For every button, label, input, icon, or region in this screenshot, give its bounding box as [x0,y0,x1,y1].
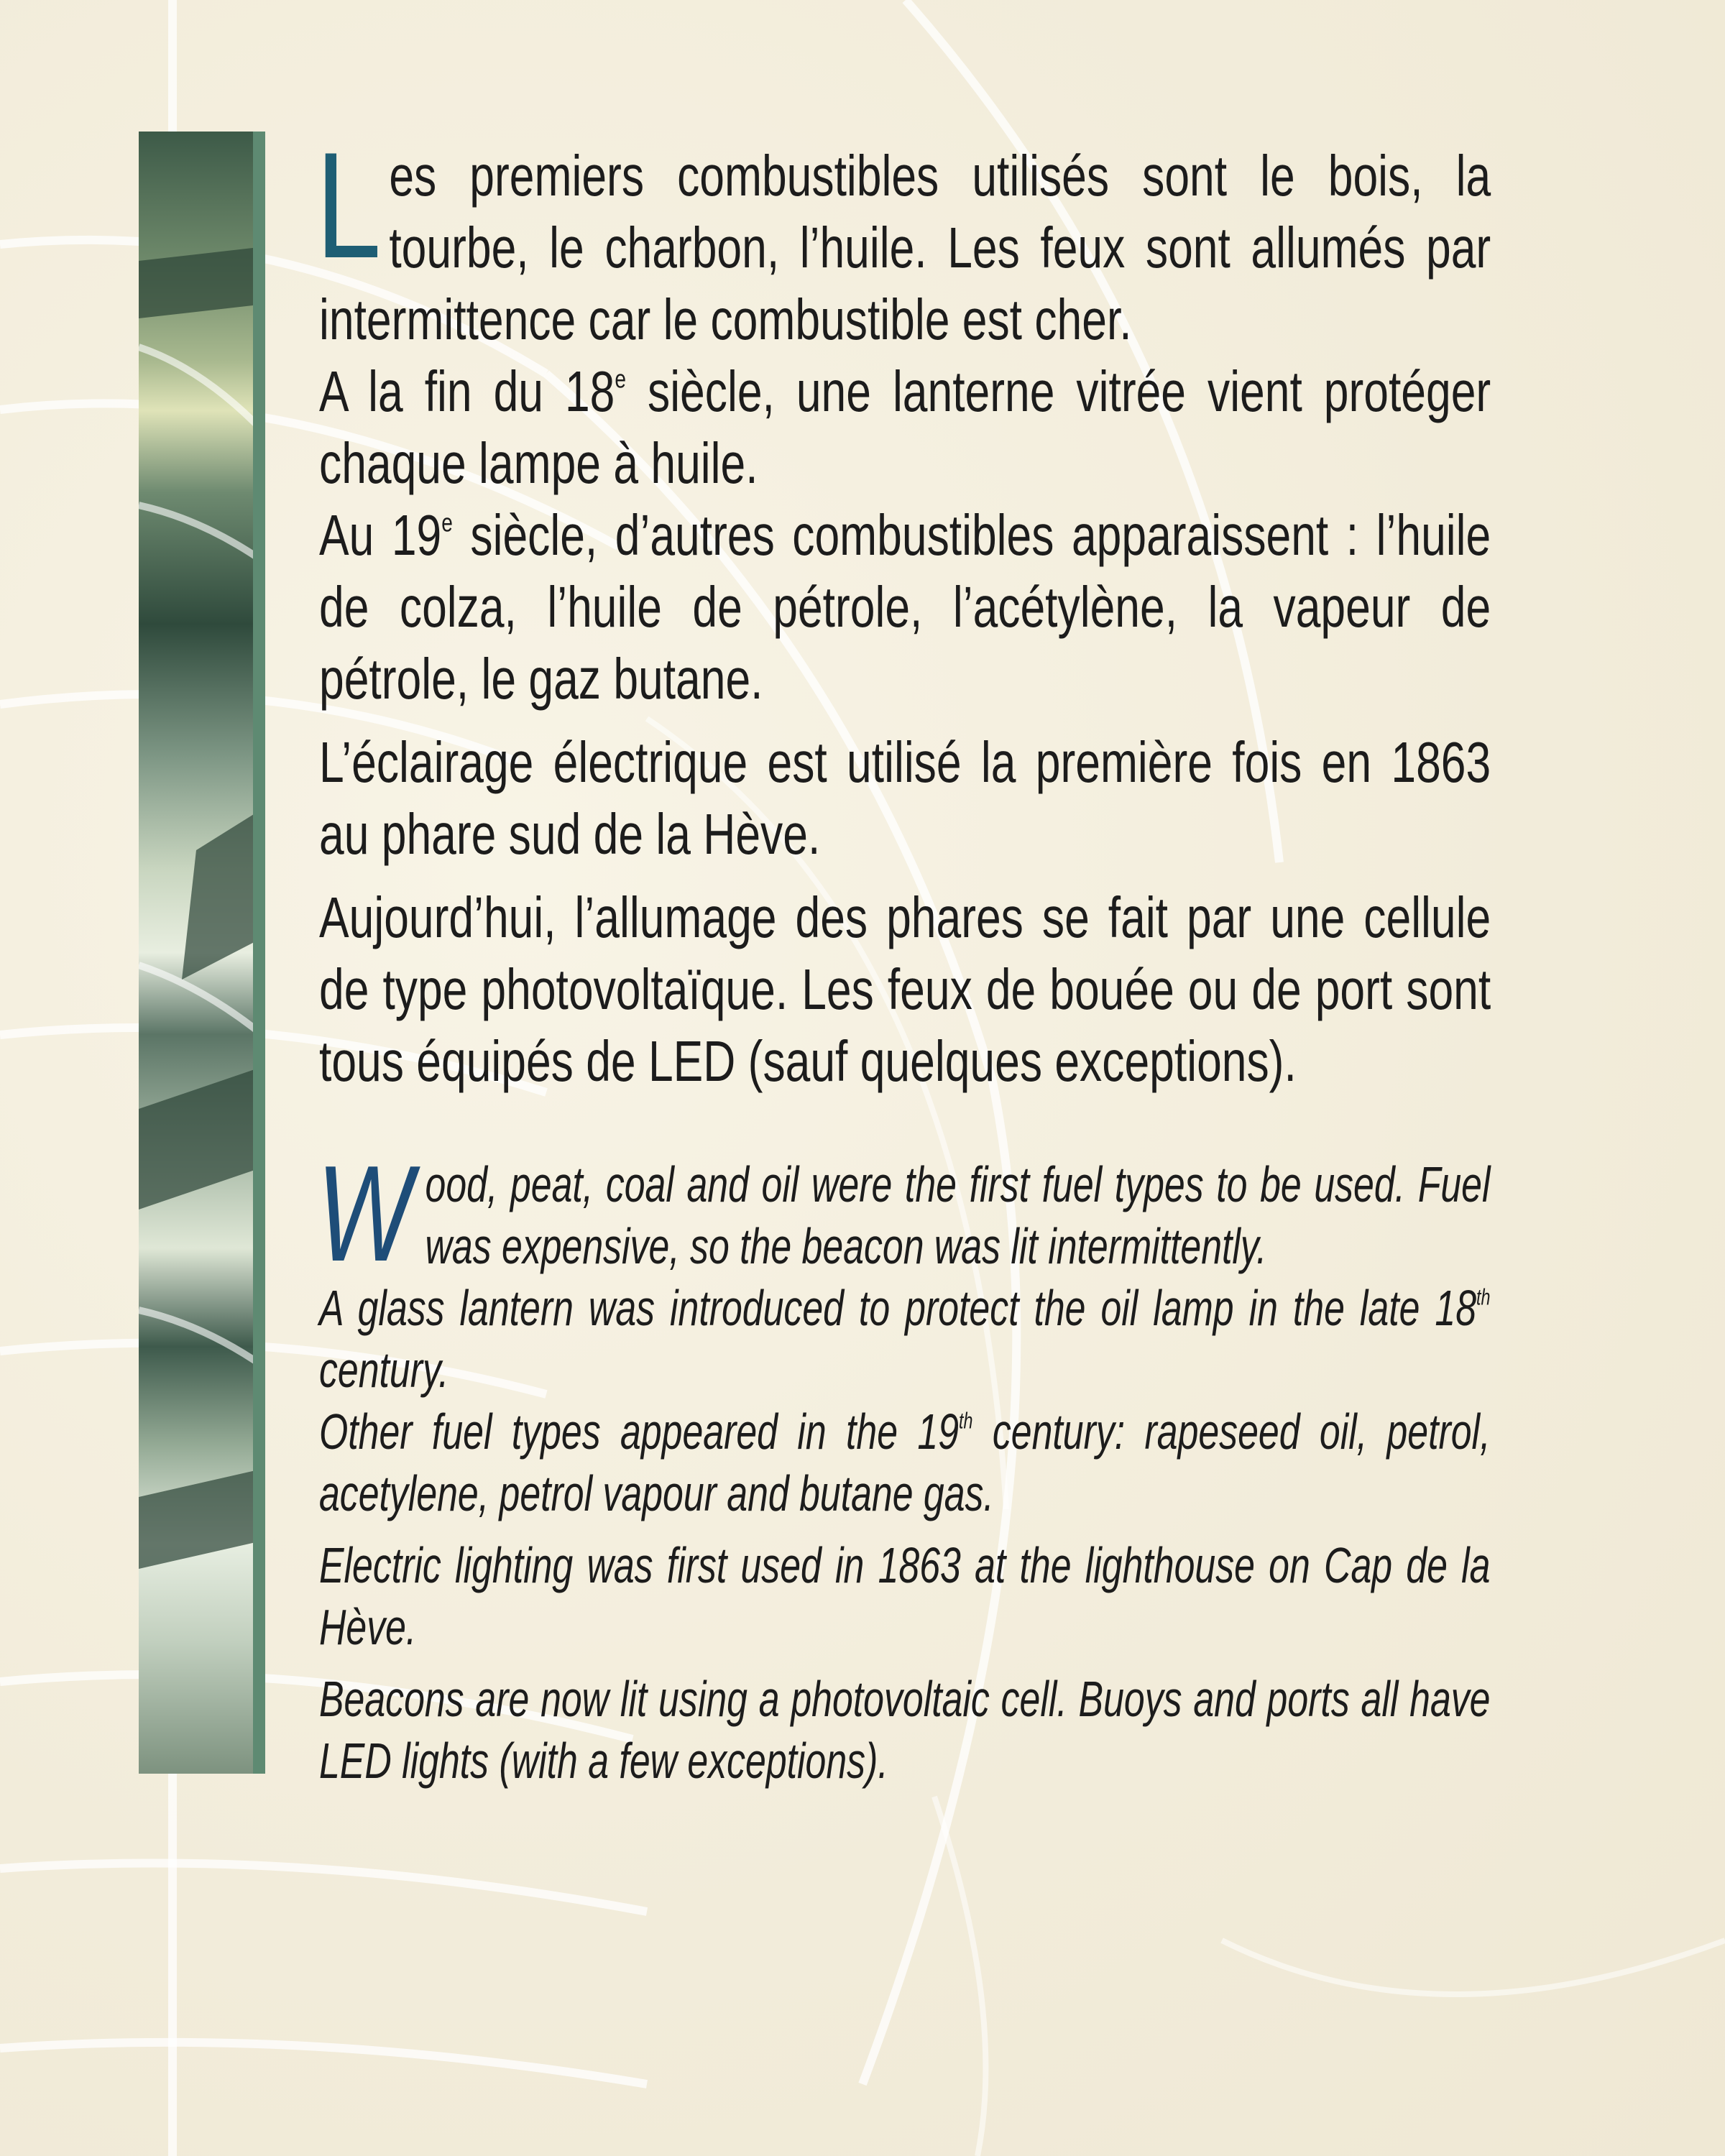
french-paragraph-5: Aujourd’hui, l’allumage des phares se fait par une cellule de type photovoltaïque. Les feux de bouée ou de port sont tous équipés de LED (sauf quelques exceptions). [319,885,1491,1093]
english-paragraph-4: Electric lighting was first used in 1863 at the lighthouse on Cap de la Hève. [319,1537,1491,1655]
photo-strip-border [253,132,265,1774]
french-p3-text-b: siècle, d’autres combustibles apparaissent : l’huile de colza, l’huile de pétrole, l’acétylène, la vapeur de pétrole, le gaz butane. [319,503,1491,711]
english-text-section [317,1138,1725,1792]
english-p1-text: ood, peat, coal and oil were the first fuel types to be used. Fuel was expensive, so the beacon was lit intermittently. [425,1156,1491,1274]
english-p2-sup: th [1476,1284,1491,1310]
french-paragraph-2 [319,356,1491,499]
english-paragraph-1 [317,1138,1491,1290]
french-p3-sup: e [441,507,453,538]
french-p2-text-b: siècle, une lanterne vitrée vient protéger chaque lampe à huile. [319,359,1491,495]
english-p2-text-b: century. [319,1342,449,1398]
english-paragraph-5: Beacons are now lit using a photovoltaic cell. Buoys and ports all have LED lights (with a few exceptions). [319,1671,1491,1789]
english-paragraph-3 [319,1401,1490,1524]
english-p3-sup: th [959,1407,973,1434]
english-text-block [317,1138,1491,1792]
french-paragraph-1 [316,121,1491,356]
english-p3-text-a: Other fuel types appeared in the 19 [319,1404,960,1460]
english-paragraph-2 [319,1277,1490,1401]
english-p3-text-b: century: rapeseed oil, petrol, acetylene, petrol vapour and butane gas. [319,1404,1491,1521]
french-text-block [316,121,1491,1097]
drop-cap-fr: L [316,121,382,290]
english-p2-text-a: A glass lantern was introduced to protect the oil lamp in the late 18 [319,1280,1477,1336]
drop-cap-en: W [317,1138,413,1290]
lighthouse-lens-photo [139,132,265,1774]
french-text-section [316,121,1491,1097]
french-paragraph-3 [319,499,1491,715]
french-paragraph-4: L’éclairage électrique est utilisé la première fois en 1863 au phare sud de la Hève. [319,730,1491,866]
french-p3-text-a: Au 19 [319,503,442,567]
french-p2-text-a: A la fin du 18 [319,359,615,423]
french-p1-text: es premiers combustibles utilisés sont le bois, la tourbe, le charbon, l’huile. Les feux sont allumés par intermittence car le combustible est cher. [319,144,1491,351]
french-p2-sup: e [615,364,627,394]
